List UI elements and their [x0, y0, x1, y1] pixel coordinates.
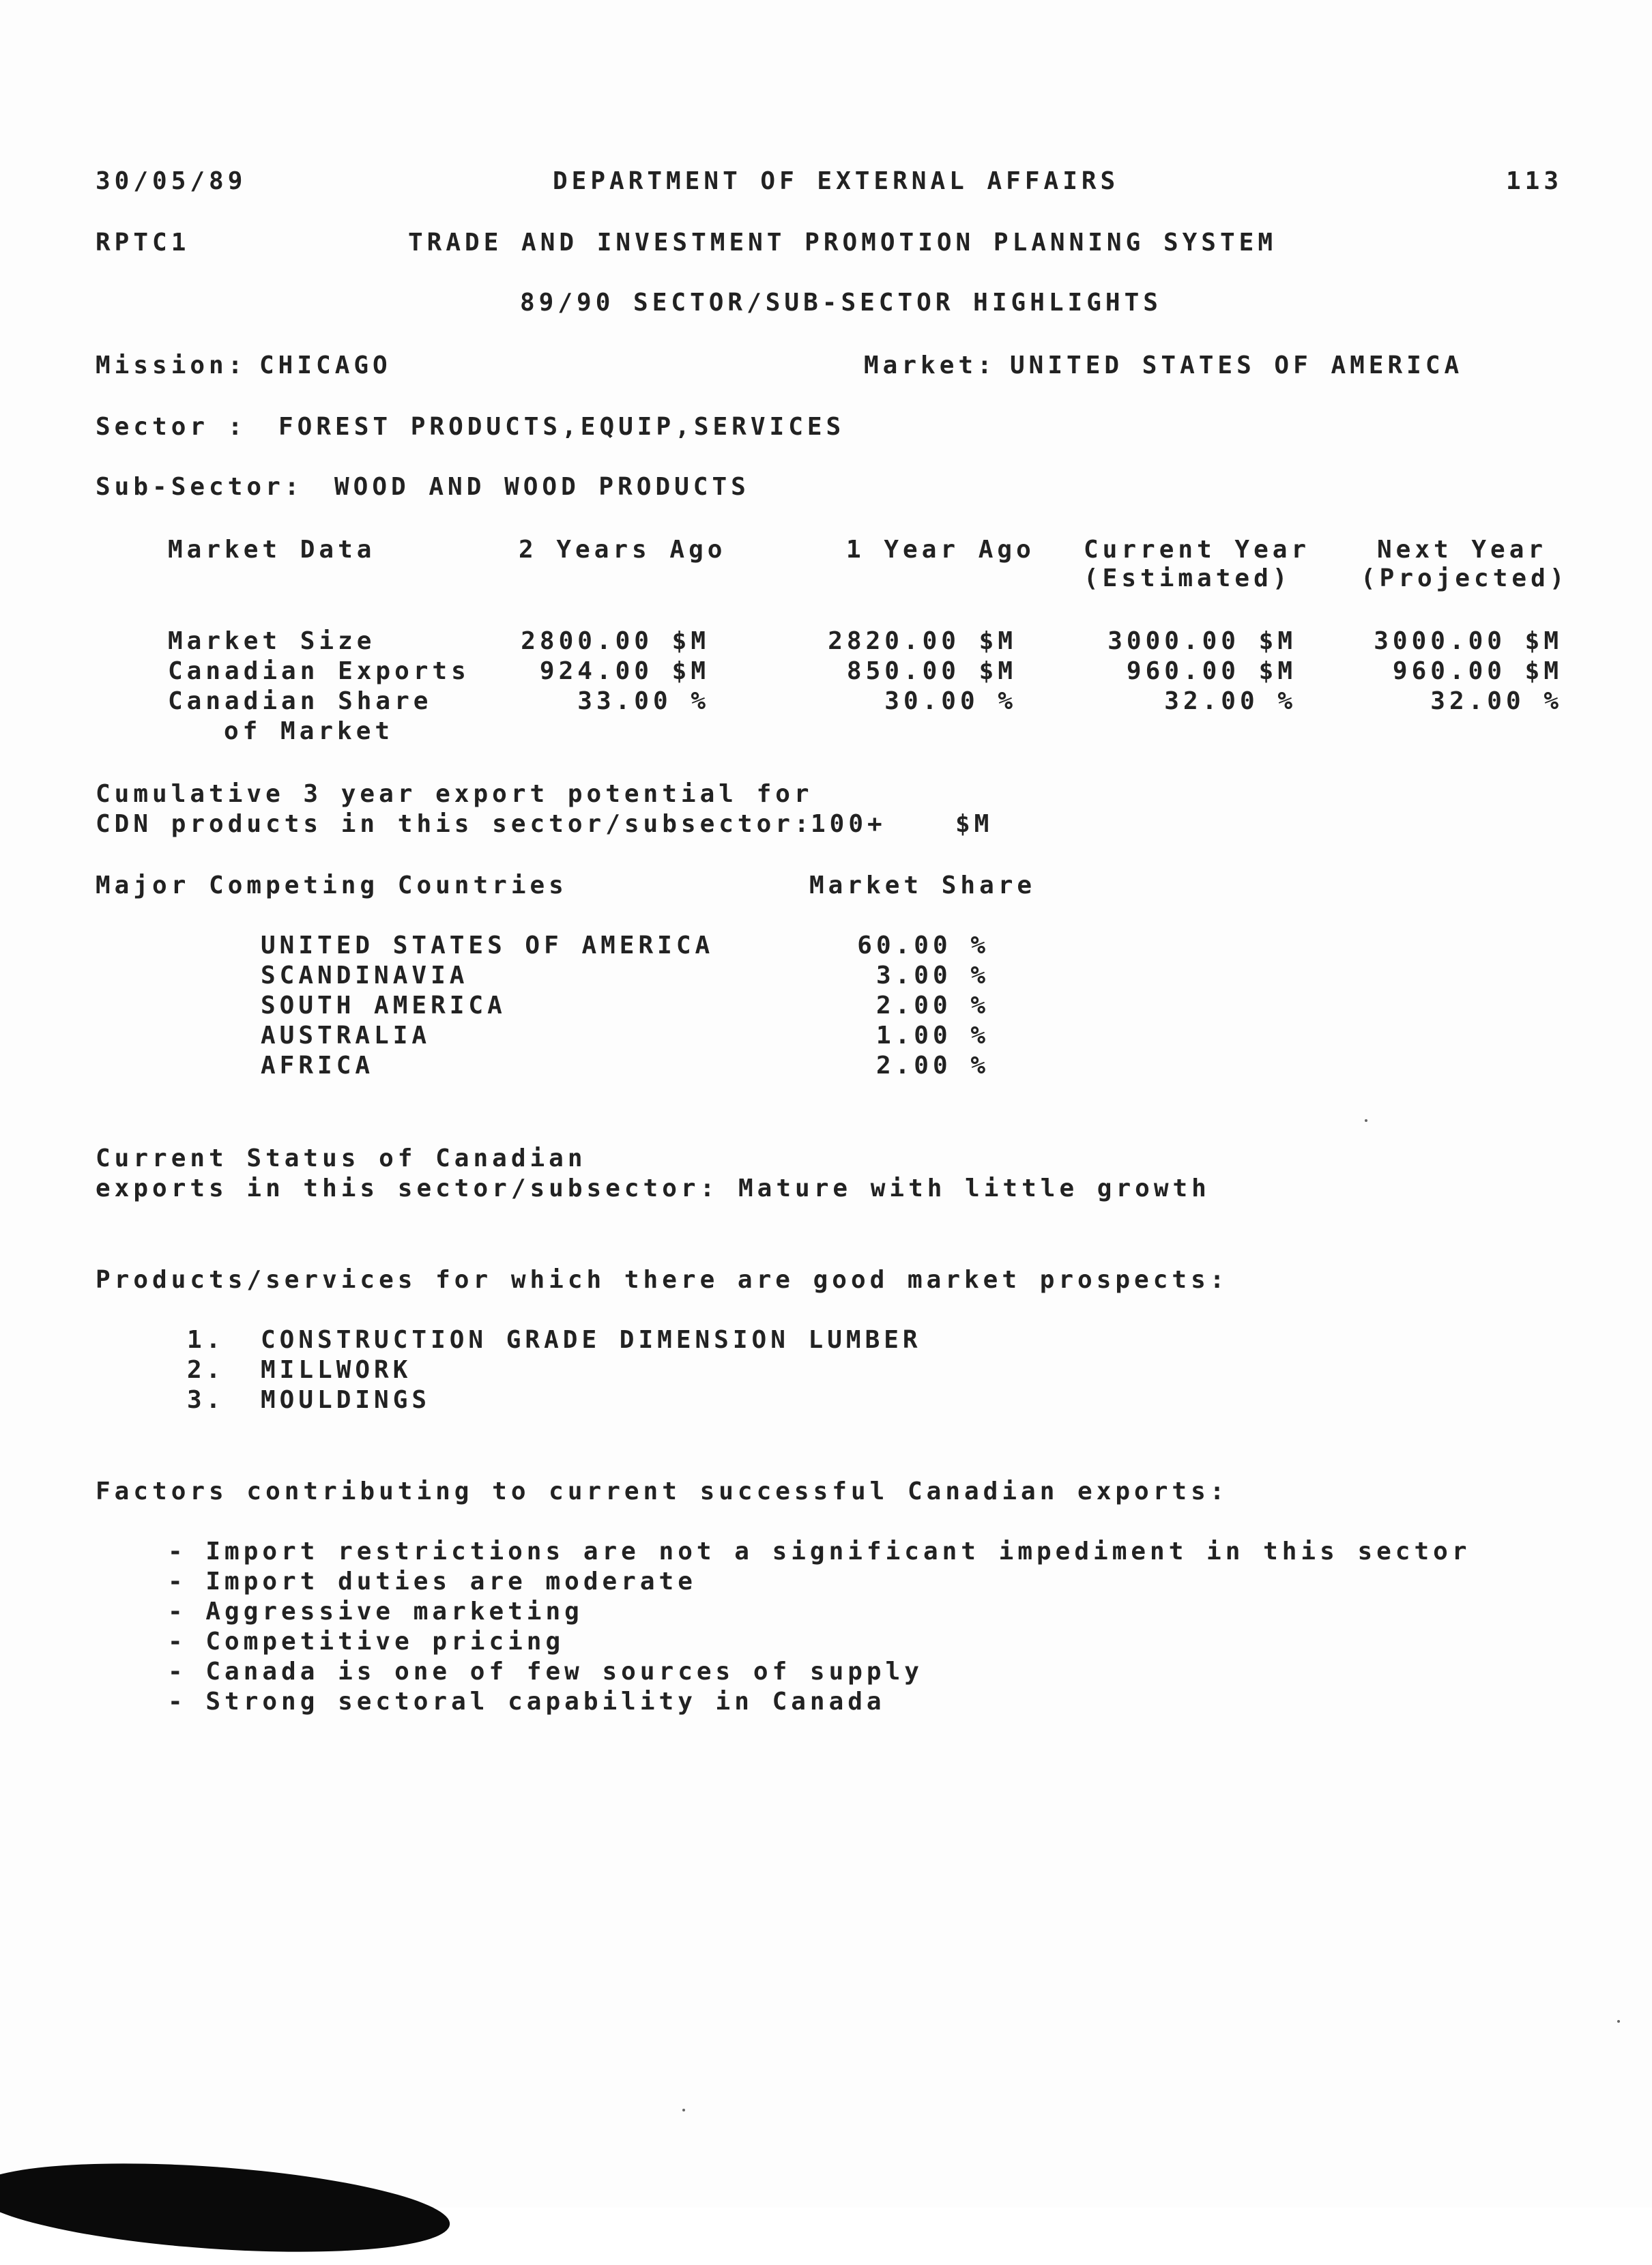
sector-value: FOREST PRODUCTS,EQUIP,SERVICES: [278, 413, 845, 441]
competitor-country: SOUTH AMERICA: [261, 992, 506, 1020]
export-potential-line1: Cumulative 3 year export potential for: [96, 780, 813, 808]
table-cell: 3000.00 $M: [1374, 627, 1563, 655]
scan-speck: [682, 2109, 685, 2111]
scan-speck: [1617, 2020, 1620, 2023]
status-line1: Current Status of Canadian: [96, 1144, 587, 1172]
prospect-number: 2.: [187, 1356, 225, 1384]
table-header-market-data: Market Data: [168, 536, 376, 564]
table-cell: 33.00 %: [577, 687, 710, 715]
factor-item: - Import restrictions are not a significant impediment in this sector: [168, 1538, 1471, 1566]
table-cell: 3000.00 $M: [1107, 627, 1296, 655]
report-title: 89/90 SECTOR/SUB-SECTOR HIGHLIGHTS: [520, 289, 1162, 317]
department-title: DEPARTMENT OF EXTERNAL AFFAIRS: [553, 167, 1120, 195]
competitor-country: AFRICA: [261, 1052, 375, 1080]
market-value: UNITED STATES OF AMERICA: [1010, 351, 1464, 379]
competitor-share: 2.00 %: [875, 992, 989, 1020]
mission-label: Mission:: [96, 351, 247, 379]
status-line2: exports in this sector/subsector:: [96, 1174, 719, 1202]
status-value: Mature with little growth: [738, 1174, 1211, 1202]
table-row-label: Market Size: [168, 627, 376, 655]
table-row-label: Canadian Share: [168, 687, 433, 715]
factor-item: - Competitive pricing: [168, 1628, 565, 1656]
export-potential-line2: CDN products in this sector/subsector:: [96, 810, 813, 838]
factor-item: - Aggressive marketing: [168, 1598, 583, 1626]
table-cell: 850.00 $M: [846, 657, 1017, 685]
table-cell: 30.00 %: [884, 687, 1017, 715]
factors-heading: Factors contributing to current successful Canadian exports:: [96, 1477, 1229, 1505]
page-number: 113: [1505, 167, 1563, 195]
sector-label: Sector :: [96, 413, 247, 441]
table-header-1-year-ago: 1 Year Ago: [846, 536, 1035, 564]
subsector-label: Sub-Sector:: [96, 473, 304, 501]
competitor-share: 60.00 %: [857, 932, 989, 960]
table-cell: 924.00 $M: [539, 657, 710, 685]
competitor-country: AUSTRALIA: [261, 1022, 431, 1050]
table-header-current-year: Current Year: [1084, 536, 1311, 564]
scan-speck: [1365, 1119, 1367, 1122]
prospect-item: MILLWORK: [261, 1356, 412, 1384]
prospect-item: MOULDINGS: [261, 1386, 431, 1414]
table-cell: 960.00 $M: [1126, 657, 1296, 685]
competitor-share: 2.00 %: [875, 1052, 989, 1080]
report-code: RPTC1: [96, 229, 190, 257]
competitor-country: SCANDINAVIA: [261, 962, 469, 990]
mission-value: CHICAGO: [259, 351, 392, 379]
export-potential-value: 100+: [811, 810, 886, 838]
competitors-heading: Major Competing Countries: [96, 871, 568, 899]
competitor-share: 1.00 %: [875, 1022, 989, 1050]
market-share-heading: Market Share: [809, 871, 1037, 899]
table-row-label: Canadian Exports: [168, 657, 470, 685]
subsector-value: WOOD AND WOOD PRODUCTS: [334, 473, 750, 501]
prospects-heading: Products/services for which there are good market prospects:: [96, 1266, 1229, 1294]
table-cell: 2800.00 $M: [521, 627, 710, 655]
prospect-number: 1.: [187, 1326, 225, 1354]
table-cell: 32.00 %: [1430, 687, 1563, 715]
table-cell: 960.00 $M: [1392, 657, 1563, 685]
market-label: Market:: [864, 351, 996, 379]
table-row-label-continued: of Market: [224, 717, 394, 745]
table-header-projected: (Projected): [1361, 564, 1569, 592]
report-date: 30/05/89: [96, 167, 247, 195]
competitor-country: UNITED STATES OF AMERICA: [261, 932, 714, 960]
table-header-estimated: (Estimated): [1084, 564, 1292, 592]
system-title: TRADE AND INVESTMENT PROMOTION PLANNING SYSTEM: [408, 229, 1277, 257]
prospect-number: 3.: [187, 1386, 225, 1414]
table-header-next-year: Next Year: [1377, 536, 1548, 564]
competitor-share: 3.00 %: [875, 962, 989, 990]
factor-item: - Import duties are moderate: [168, 1568, 697, 1596]
table-cell: 32.00 %: [1164, 687, 1296, 715]
export-potential-unit: $M: [955, 810, 994, 838]
table-cell: 2820.00 $M: [828, 627, 1017, 655]
factor-item: - Canada is one of few sources of supply: [168, 1658, 923, 1686]
table-header-2-years-ago: 2 Years Ago: [519, 536, 727, 564]
factor-item: - Strong sectoral capability in Canada: [168, 1688, 886, 1716]
prospect-item: CONSTRUCTION GRADE DIMENSION LUMBER: [261, 1326, 922, 1354]
